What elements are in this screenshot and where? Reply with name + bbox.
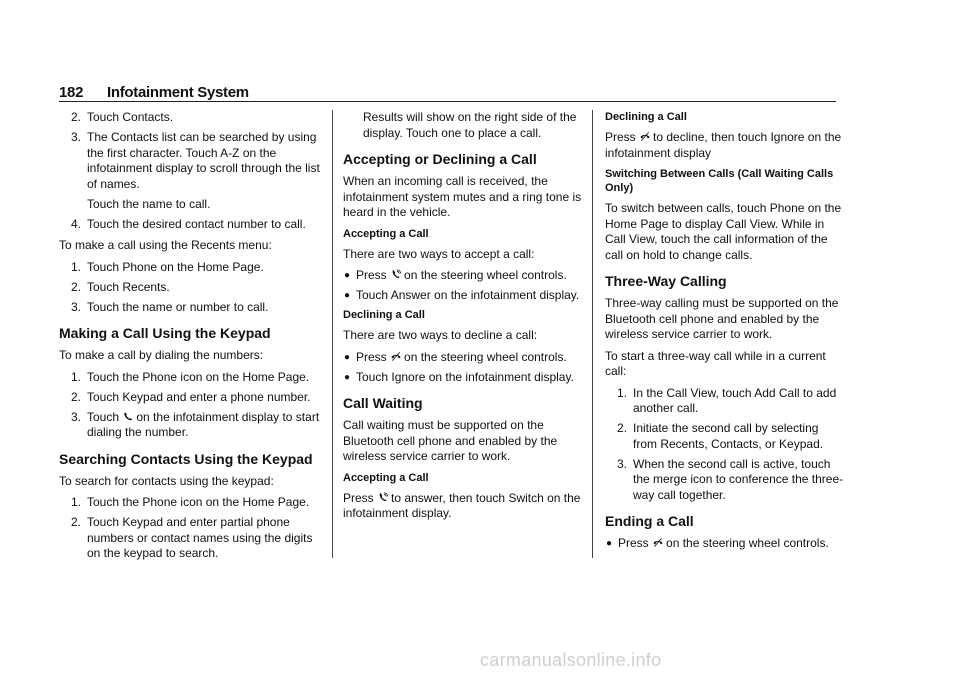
paragraph: There are two ways to accept a call: xyxy=(343,246,535,261)
bullet-item: ● Press on the steering wheel controls. xyxy=(606,536,829,550)
list-item: 2. Touch Keypad and enter a phone number. xyxy=(70,389,311,404)
phone-end-icon xyxy=(652,537,664,548)
phone-end-icon xyxy=(390,351,402,362)
paragraph: When an incoming call is received, the infotainment system mutes and a ring tone is heard in the vehicle. xyxy=(343,174,582,219)
list-item: 3. When the second call is active, touch the merge icon to conference the three-way call together. xyxy=(616,456,844,502)
column-1 xyxy=(59,110,324,566)
section-heading: Three-Way Calling xyxy=(605,273,727,289)
paragraph: Press to decline, then touch Ignore on the infotainment display xyxy=(605,130,842,160)
section-title: Infotainment System xyxy=(107,84,249,101)
column-3 xyxy=(605,110,845,556)
bullet-item: ● Press on the steering wheel controls. xyxy=(344,349,567,364)
subheading: Accepting a Call xyxy=(343,471,429,484)
column-divider xyxy=(332,110,333,558)
paragraph: There are two ways to decline a call: xyxy=(343,328,538,342)
bullet-item: ● Touch Ignore on the infotainment display. xyxy=(344,369,574,384)
section-heading: Making a Call Using the Keypad xyxy=(59,325,271,341)
subheading: Declining a Call xyxy=(605,111,687,123)
column-2 xyxy=(343,110,583,528)
watermark: carmanualsonline.info xyxy=(480,650,662,670)
paragraph: Call waiting must be supported on the Bluetooth cell phone and enabled by the wireless service carrier to work. xyxy=(343,418,558,463)
section-heading: Accepting or Declining a Call xyxy=(343,151,537,167)
subheading: Accepting a Call xyxy=(343,227,429,240)
list-item: 3. The Contacts list can be searched by using the first character. Touch A-Z on the infotainment display to scroll through the list of names. xyxy=(70,130,320,191)
list-item: 2. Initiate the second call by selecting from Recents, Contacts, or Keypad. xyxy=(616,421,824,451)
column-divider xyxy=(592,110,593,558)
subheading: Switching Between Calls (Call Waiting Calls Only) xyxy=(605,168,834,194)
list-item: 1. Touch the Phone icon on the Home Page. xyxy=(70,369,310,384)
bullet-item: ● Press on the steering wheel controls. xyxy=(344,268,567,282)
subheading: Declining a Call xyxy=(343,309,425,321)
list-item: 3. Touch on the infotainment display to start dialing the number. xyxy=(70,409,320,439)
header-rule xyxy=(59,101,836,102)
section-heading: Call Waiting xyxy=(343,395,423,411)
paragraph: To make a call using the Recents menu: xyxy=(59,238,272,252)
paragraph: To make a call by dialing the numbers: xyxy=(59,348,264,362)
list-item: 2. Touch Contacts. xyxy=(70,110,174,124)
paragraph: To search for contacts using the keypad: xyxy=(59,473,274,488)
list-item: 4. Touch the desired contact number to call. xyxy=(70,216,306,231)
list-item: 1. Touch the Phone icon on the Home Page. xyxy=(70,495,310,509)
paragraph: To start a three-way call while in a current call: xyxy=(605,348,826,378)
phone-answer-icon xyxy=(377,492,389,503)
phone-answer-icon xyxy=(390,269,402,280)
list-item: 3. Touch the name or number to call. xyxy=(70,299,269,314)
list-item: 1. Touch Phone on the Home Page. xyxy=(70,259,264,274)
section-heading: Ending a Call xyxy=(605,513,694,529)
list-item-continuation: Touch the name to call. xyxy=(87,196,211,211)
list-item-continuation: Results will show on the right side of the display. Touch one to place a call. xyxy=(363,110,577,140)
list-item: 2. Touch Keypad and enter partial phone numbers or contact names using the digits on the keypad to search. xyxy=(70,515,313,560)
paragraph: Three-way calling must be supported on the Bluetooth cell phone and enabled by the wireless service carrier to work. xyxy=(605,296,839,341)
page-number: 182 xyxy=(59,84,84,101)
phone-end-icon xyxy=(639,131,651,142)
paragraph: Press to answer, then touch Switch on the infotainment display. xyxy=(343,490,581,520)
bullet-item: ● Touch Answer on the infotainment display. xyxy=(344,288,580,302)
list-item: 2. Touch Recents. xyxy=(70,279,170,294)
page-header xyxy=(59,84,249,101)
list-item: 1. In the Call View, touch Add Call to add another call. xyxy=(616,385,837,415)
paragraph: To switch between calls, touch Phone on the Home Page to display Call View. While in Call View, touch the call information of the call on hold to change calls. xyxy=(605,201,842,262)
handset-icon xyxy=(122,411,134,422)
section-heading: Searching Contacts Using the Keypad xyxy=(59,450,313,467)
